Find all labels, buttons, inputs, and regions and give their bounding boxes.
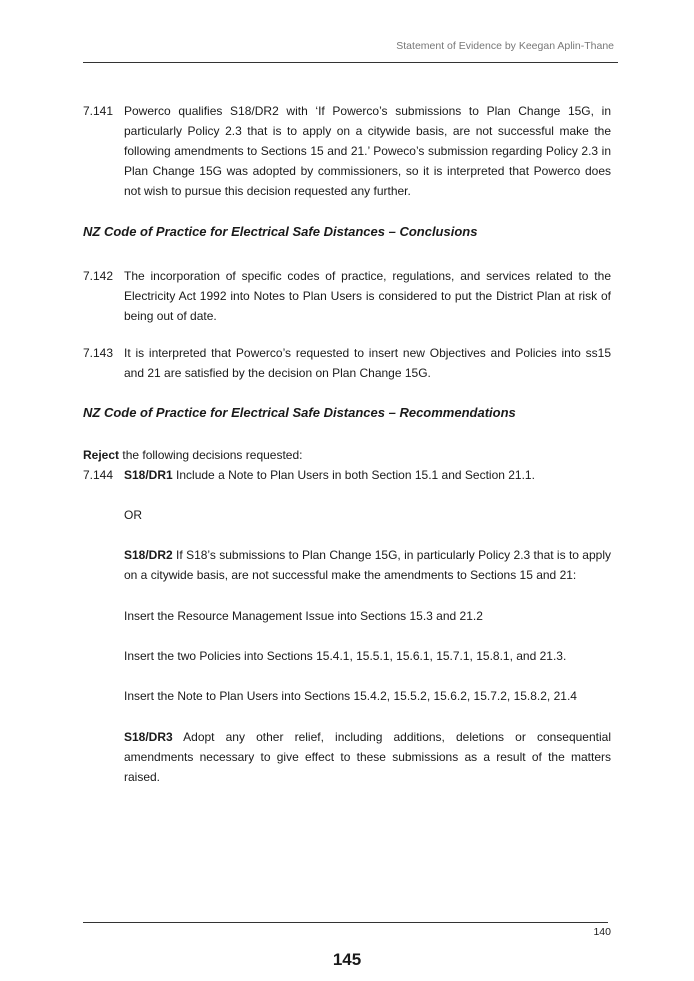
paragraph-number: 7.144 <box>83 468 114 482</box>
or-text: OR <box>124 508 142 522</box>
paragraph-number: 7.141 <box>83 104 114 118</box>
section-heading-recommendations: NZ Code of Practice for Electrical Safe Distances – Recommendations <box>83 405 516 420</box>
document-page-number: 140 <box>593 926 611 938</box>
insert-policies: Insert the two Policies into Sections 15.4.1, 15.5.1, 15.6.1, 15.7.1, 15.8.1, and 21.3. <box>124 649 567 663</box>
section-heading-conclusions: NZ Code of Practice for Electrical Safe Distances – Conclusions <box>83 224 478 239</box>
decision-code: S18/DR3 <box>124 730 173 744</box>
paragraph-number: 7.143 <box>83 346 114 360</box>
footer-rule <box>83 922 608 923</box>
paragraph-number: 7.142 <box>83 269 114 283</box>
insert-issue: Insert the Resource Management Issue into Sections 15.3 and 21.2 <box>124 609 483 623</box>
paragraph-7-143 <box>83 343 611 383</box>
decision-code: S18/DR1 <box>124 468 173 482</box>
header-rule <box>83 62 618 63</box>
paragraph-7-141 <box>83 101 611 201</box>
decision-code: S18/DR2 <box>124 548 173 562</box>
paragraph-text <box>124 465 611 485</box>
decision-dr2 <box>124 545 611 585</box>
decision-dr3 <box>124 727 611 787</box>
insert-note: Insert the Note to Plan Users into Sections 15.4.2, 15.5.2, 15.6.2, 15.7.2, 15.8.2, 21.4 <box>124 689 577 703</box>
paragraph-text: It is interpreted that Powerco’s requested to insert new Objectives and Policies into ss15 and 21 are satisfied by the decision on Plan Change 15G. <box>124 346 611 380</box>
decision-text: If S18’s submissions to Plan Change 15G, in particularly Policy 2.3 that is to apply on a citywide basis, are not successful make the amendments to Sections 15 and 21: <box>124 548 611 582</box>
reject-line <box>83 445 302 465</box>
paragraph-7-144 <box>83 465 611 485</box>
page-number: 145 <box>332 950 362 969</box>
paragraph-text: Powerco qualifies S18/DR2 with ‘If Powerco’s submissions to Plan Change 15G, in particularly Policy 2.3 that is to apply on a citywide basis, are not successful make the following amendments to Sections 15 and 21.’ Poweco’s submission regarding Policy 2.3 in Plan Change 15G was adopted by commissioners, so it is interpreted that Powerco does not wish to pursue this decision requested any further. <box>124 104 611 198</box>
decision-text: Adopt any other relief, including additions, deletions or consequential amendments necessary to give effect to these submissions as a result of the matters raised. <box>124 730 611 784</box>
running-header: Statement of Evidence by Keegan Aplin-Thane <box>396 40 614 52</box>
paragraph-text: The incorporation of specific codes of practice, regulations, and services related to the Electricity Act 1992 into Notes to Plan Users is considered to put the District Plan at risk of being out of date. <box>124 269 611 323</box>
decision-text: Include a Note to Plan Users in both Section 15.1 and Section 21.1. <box>172 468 535 482</box>
reject-rest: the following decisions requested: <box>119 448 303 462</box>
reject-label: Reject <box>83 448 120 462</box>
paragraph-7-142 <box>83 266 611 326</box>
